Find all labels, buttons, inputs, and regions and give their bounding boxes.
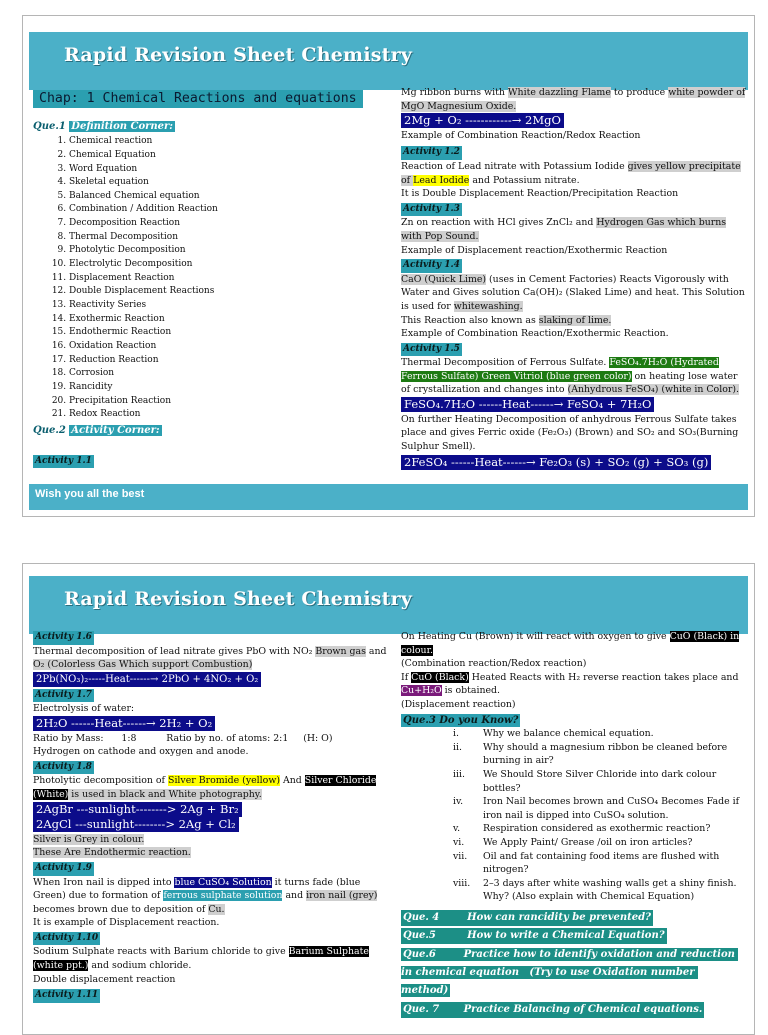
revision-sheet-1: [22, 15, 755, 517]
text: is obtained.: [441, 685, 501, 697]
highlight: CuO (Black): [411, 671, 469, 683]
question-text: We Should Store Silver Chloride into dark colour bottles?: [483, 768, 717, 794]
activity-1-5-further: On further Heating Decomposition of anhydrous Ferrous Sulfate takes place and gives Ferric oxide (Fe₂O₃) (Brown) and SO₂ and SO₃(Burning Sulphur Smell).: [401, 413, 739, 452]
highlight: Silver Bromide (yellow): [168, 775, 280, 787]
question-number: vi.: [453, 836, 465, 848]
activity-1-4-text: [401, 273, 746, 314]
activity-1-6-text: [33, 645, 393, 672]
text: Thermal decomposition of lead nitrate gives PbO with NO₂: [33, 645, 316, 657]
text: When Iron nail is dipped into: [33, 876, 175, 888]
activity-1-4-note: Example of Combination Reaction/Exothermic Reaction.: [401, 328, 669, 340]
question-text: Why should a magnesium ribbon be cleaned before burning in air?: [483, 741, 728, 767]
mg-example: Example of Combination Reaction/Redox Reaction: [401, 129, 641, 141]
highlight: O₂ (Colorless Gas Which support Combustion): [33, 659, 253, 671]
text: Mg ribbon burns with: [401, 87, 508, 98]
equation-feso4-2: 2FeSO₄ ------Heat------→ Fe₂O₃ (s) + SO₂ (g) + SO₃ (g): [401, 455, 711, 470]
sheet-1-title: Rapid Revision Sheet Chemistry: [64, 44, 413, 66]
activity-1-7-label: Activity 1.7: [33, 689, 94, 703]
activity-1-2-text: [401, 160, 746, 187]
highlight: CuO (Black) in colour.: [401, 631, 740, 656]
highlight: is used in black and White photography.: [68, 788, 262, 800]
chapter-heading: Chap: 1 Chemical Reactions and equations: [33, 90, 363, 108]
que5-bar: Que.5 How to write a Chemical Equation?: [401, 928, 667, 944]
que1-heading: [33, 120, 393, 134]
definition-item: 12. Double Displacement Reactions: [69, 285, 393, 299]
highlight: Barium Sulphate (white ppt.): [33, 946, 369, 972]
activity-1-6-label: Activity 1.6: [33, 631, 94, 645]
highlight: Lead Iodide: [413, 174, 470, 186]
definition-item: 9. Photolytic Decomposition: [69, 244, 393, 258]
activity-1-5-label: Activity 1.5: [401, 343, 462, 357]
page-gap: [0, 528, 768, 556]
sheet-1-banner: [29, 32, 748, 90]
text: and: [282, 890, 307, 902]
text: becomes brown due to deposition of: [33, 903, 209, 915]
definition-item: 17. Reduction Reaction: [69, 354, 393, 368]
text: (uses in Cement Factories) Reacts Vigorously with Water and Gives solution Ca(OH)₂ (Slaked Lime) and heat. This Solution is used for: [401, 273, 745, 312]
equation-agcl: 2AgCl ---sunlight--------> 2Ag + Cl₂: [33, 817, 239, 832]
activity-1-9-text: [33, 876, 393, 917]
activity-1-7-text: Electrolysis of water:: [33, 703, 135, 715]
activity-1-8-silver: Silver is Grey in colour.: [33, 833, 145, 845]
question-number: ii.: [453, 741, 462, 753]
cuo-note: (Displacement reaction): [401, 698, 516, 710]
text: and sodium chloride.: [88, 960, 192, 972]
question-number: v.: [453, 823, 461, 835]
question-number: viii.: [453, 877, 471, 889]
activity-1-2-label: Activity 1.2: [401, 146, 462, 160]
activity-1-10-label: Activity 1.10: [33, 932, 100, 946]
definition-item: 6. Combination / Addition Reaction: [69, 203, 393, 217]
sheet-1-right-column: [401, 86, 746, 471]
activity-1-4-label: Activity 1.4: [401, 259, 462, 273]
sheet-2-left-column: [33, 630, 393, 1003]
activity-1-5-text: [401, 356, 746, 397]
que4-bar: Que. 4 How can rancidity be prevented?: [401, 910, 653, 926]
text: and: [365, 645, 387, 657]
highlight: blue CuSO₄ Solution: [174, 876, 272, 888]
highlight: iron nail (grey): [306, 890, 378, 902]
sheet-2-right-column: [401, 630, 746, 1018]
activity-1-3-note: Example of Displacement reaction/Exothermic Reaction: [401, 244, 668, 256]
definition-item: 21. Redox Reaction: [69, 408, 393, 422]
que2-label: Que.2: [33, 424, 66, 436]
text: If: [401, 671, 412, 683]
sheet-1-footer: [29, 484, 748, 510]
revision-sheet-2: [22, 563, 755, 1035]
activity-1-9-label: Activity 1.9: [33, 862, 94, 876]
definition-item: 7. Decomposition Reaction: [69, 217, 393, 231]
definitions-list: [33, 135, 393, 422]
activity-1-7-ratio: Ratio by Mass: 1:8 Ratio by no. of atoms: 2:1 (H: O): [33, 732, 333, 744]
highlight: Hydrogen Gas which burns with Pop Sound.: [401, 217, 727, 242]
question-item: [453, 768, 746, 795]
question-number: iv.: [453, 796, 464, 808]
text: This Reaction also known as: [401, 314, 539, 326]
highlight: FeSO₄.7H₂O (Hydrated Ferrous Sulfate) Green Vitriol (blue green color): [401, 357, 719, 382]
equation-agbr: 2AgBr ---sunlight--------> 2Ag + Br₂: [33, 802, 242, 817]
activity-1-8-text: [33, 774, 393, 801]
activity-1-8-label: Activity 1.8: [33, 761, 94, 775]
text: On Heating Cu (Brown) it will react with oxygen to give: [401, 631, 670, 642]
activity-1-3-label: Activity 1.3: [401, 203, 462, 217]
highlight: white powder of MgO Magnesium Oxide.: [401, 87, 746, 112]
highlight: CaO (Quick Lime): [401, 273, 487, 285]
equation-pbno3: 2Pb(NO₃)₂-----Heat------→ 2PbO + 4NO₂ + O₂: [33, 672, 261, 687]
text: Photolytic decomposition of: [33, 775, 169, 787]
definition-item: 10. Electrolytic Decomposition: [69, 258, 393, 272]
question-item: [453, 822, 746, 836]
definition-item: 20. Precipitation Reaction: [69, 395, 393, 409]
highlight: Cu+H₂O: [401, 685, 442, 697]
do-you-know-list: [401, 727, 746, 904]
equation-mg: 2Mg + O₂ ------------→ 2MgO: [401, 113, 564, 128]
question-text: Oil and fat containing food items are flushed with nitrogen?: [483, 850, 720, 876]
activity-1-4-slaking: [401, 314, 746, 328]
definition-item: 18. Corrosion: [69, 367, 393, 381]
text: Sodium Sulphate reacts with Barium chloride to give: [33, 946, 289, 958]
definition-item: 19. Rancidity: [69, 381, 393, 395]
sheet-1-left-column: [33, 86, 393, 468]
text: And: [280, 775, 305, 787]
highlight: gives yellow precipitate of: [401, 160, 741, 186]
definition-item: 2. Chemical Equation: [69, 149, 393, 163]
highlight: Silver Chloride (White): [33, 775, 377, 800]
activity-1-2-note: It is Double Displacement Reaction/Precipitation Reaction: [401, 188, 679, 200]
text: on heating lose water of crystallization and changes into: [401, 370, 738, 396]
highlight: Brown gas: [315, 645, 366, 657]
definition-item: 1. Chemical reaction: [69, 135, 393, 149]
highlight: ferrous sulphate solution: [163, 890, 283, 902]
text: Zn on reaction with HCl gives ZnCl₂ and: [401, 217, 597, 229]
highlight: Cu.: [208, 903, 225, 915]
question-text: We Apply Paint/ Grease /oil on iron articles?: [483, 836, 693, 848]
text: Thermal Decomposition of Ferrous Sulfate.: [401, 357, 610, 369]
activity-1-3-text: [401, 216, 746, 243]
activity-1-10-note: Double displacement reaction: [33, 973, 176, 985]
equation-h2o: 2H₂O ------Heat------→ 2H₂ + O₂: [33, 716, 215, 731]
highlight: White dazzling Flame: [507, 87, 611, 98]
question-text: 2–3 days after white washing walls get a shiny finish. Why? (Also explain with Chemical Equation): [483, 877, 737, 903]
definition-item: 14. Exothermic Reaction: [69, 313, 393, 327]
text: to produce: [610, 87, 669, 98]
question-item: [453, 727, 746, 741]
question-text: Iron Nail becomes brown and CuSO₄ Becomes Fade if iron nail is dipped into CuSO₄ solution.: [483, 796, 740, 821]
cuo-paragraph: [401, 671, 746, 698]
definition-item: 13. Reactivity Series: [69, 299, 393, 313]
text: it turns fade (blue Green) due to formation of: [33, 876, 361, 902]
definition-item: 8. Thermal Decomposition: [69, 231, 393, 245]
activity-1-8-note: These Are Endothermic reaction.: [33, 847, 191, 859]
footer-text: Wish you all the best: [35, 488, 145, 500]
activity-1-7-note: Hydrogen on cathode and oxygen and anode.: [33, 746, 249, 758]
activity-1-10-text: [33, 945, 393, 972]
highlight: whitewashing.: [453, 300, 523, 312]
sheet-2-banner: [29, 576, 748, 634]
question-item: [453, 877, 746, 904]
question-number: i.: [453, 728, 459, 740]
highlight: (Anhydrous FeSO₄) (white in Color).: [567, 384, 739, 396]
definition-item: 11. Displacement Reaction: [69, 272, 393, 286]
definition-item: 16. Oxidation Reaction: [69, 340, 393, 354]
mg-paragraph: [401, 86, 746, 113]
que3-heading: Que.3 Do you Know?: [403, 714, 519, 726]
question-number: vii.: [453, 850, 468, 862]
definition-item: 5. Balanced Chemical equation: [69, 190, 393, 204]
que1-title: Definition Corner:: [71, 120, 173, 132]
definition-item: 15. Endothermic Reaction: [69, 326, 393, 340]
definition-item: 4. Skeletal equation: [69, 176, 393, 190]
text: Reaction of Lead nitrate with Potassium Iodide: [401, 160, 628, 172]
question-item: [453, 795, 746, 822]
question-item: [453, 741, 746, 768]
question-text: Why we balance chemical equation.: [483, 728, 654, 740]
question-item: [453, 850, 746, 877]
que1-label: Que.1: [33, 120, 66, 132]
que2-heading: [33, 424, 393, 438]
question-text: Respiration considered as exothermic reaction?: [483, 823, 711, 835]
text: and Potassium nitrate.: [469, 174, 580, 186]
cu-note: (Combination reaction/Redox reaction): [401, 658, 587, 670]
cu-paragraph: [401, 630, 746, 657]
activity-1-9-note: It is example of Displacement reaction.: [33, 917, 220, 929]
sheet-2-title: Rapid Revision Sheet Chemistry: [64, 588, 413, 610]
que2-title: Activity Corner:: [71, 424, 160, 436]
equation-feso4-1: FeSO₄.7H₂O ------Heat------→ FeSO₄ + 7H₂O: [401, 397, 654, 412]
activity-1-1-label: Activity 1.1: [33, 455, 94, 469]
activity-1-11-label: Activity 1.11: [33, 989, 100, 1003]
highlight: slaking of lime.: [538, 314, 612, 326]
que6-bar: Que.6 Practice how to identify oxidation and reduction in chemical equation (Try to use Oxidation number method): [401, 948, 739, 996]
text: Heated Reacts with H₂ reverse reaction takes place and: [468, 671, 739, 683]
question-number: iii.: [453, 768, 465, 780]
que7-bar: Que. 7 Practice Balancing of Chemical equations.: [401, 1002, 704, 1018]
definition-item: 3. Word Equation: [69, 163, 393, 177]
question-item: [453, 836, 746, 850]
